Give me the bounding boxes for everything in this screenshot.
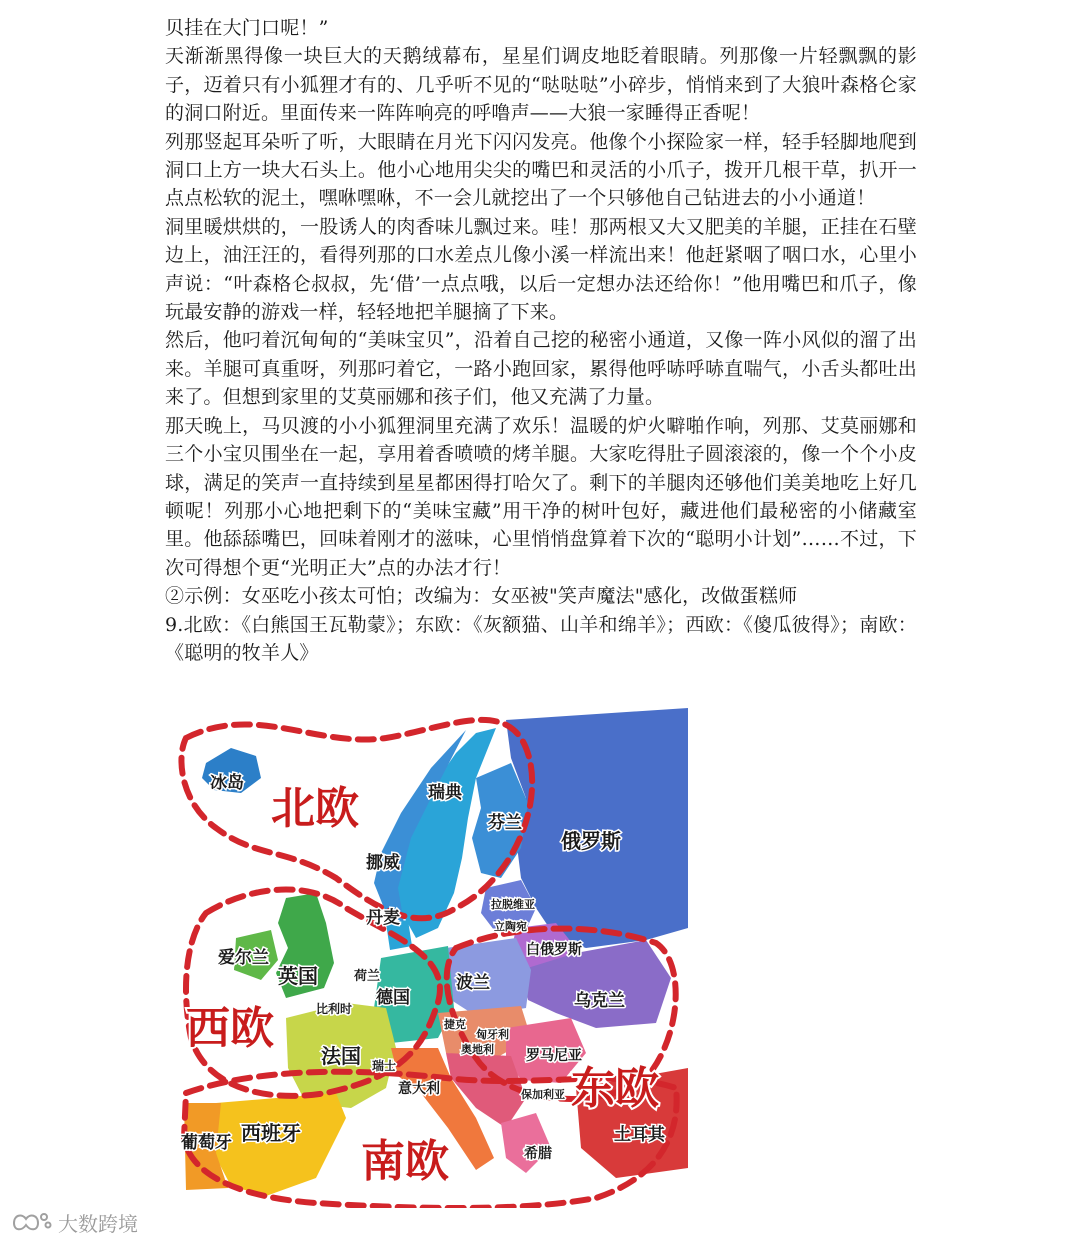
watermark	[10, 1208, 138, 1236]
watermark-text: 大数跨境	[58, 1211, 138, 1236]
paragraph-2: 天渐渐黑得像一块巨大的天鹅绒幕布，星星们调皮地眨着眼睛。列那像一片轻飘飘的影子，迈着只有小狐狸才有的、几乎听不见的“哒哒哒”小碎步，悄悄来到了大狼叶森格仑家的洞口附近。里面传来一阵阵响亮的呼噜声——大狼一家睡得正香呢！	[165, 45, 917, 125]
europe-map-svg	[176, 708, 688, 1208]
country-label-norway: 挪威	[366, 853, 400, 873]
country-label-ukraine: 乌克兰	[574, 991, 625, 1011]
country-label-poland: 波兰	[456, 973, 490, 993]
country-label-uk: 英国	[278, 964, 318, 988]
country-label-turkey: 土耳其	[614, 1125, 665, 1145]
region-label-east: 东欧	[571, 1063, 659, 1114]
country-label-germany: 德国	[376, 988, 410, 1008]
country-label-lithuania: 立陶宛	[494, 920, 527, 933]
country-label-baltic: 拉脱维亚	[491, 898, 535, 911]
paragraph-3: 列那竖起耳朵听了听，大眼睛在月光下闪闪发亮。他像个小探险家一样，轻手轻脚地爬到洞口上方一块大石头上。他小心地用尖尖的嘴巴和灵活的小爪子，拨开几根干草，扒开一点点松软的泥土，嘿咻嘿咻，不一会儿就挖出了一个只够他自己钻进去的小小通道！	[165, 130, 917, 210]
country-label-finland: 芬兰	[488, 813, 522, 833]
paragraph-5: 然后，他叼着沉甸甸的“美味宝贝”，沿着自己挖的秘密小通道，又像一阵小风似的溜了出来。羊腿可真重呀，列那叼着它，一路小跑回家，累得他呼哧呼哧直喘气，小舌头都吐出来了。但想到家里的艾莫丽娜和孩子们，他又充满了力量。	[165, 329, 917, 409]
country-label-france: 法国	[321, 1044, 361, 1068]
country-label-sweden: 瑞典	[428, 783, 462, 803]
country-label-bulgaria: 保加利亚	[521, 1088, 565, 1101]
country-label-czech: 捷克	[444, 1018, 466, 1031]
country-label-iceland: 冰岛	[210, 773, 244, 793]
country-label-ireland: 爱尔兰	[218, 948, 269, 968]
country-label-italy: 意大利	[398, 1081, 440, 1097]
region-label-south: 南欧	[361, 1136, 449, 1187]
country-label-belarus: 白俄罗斯	[526, 942, 582, 958]
document-body	[165, 14, 917, 667]
question-9-answer: 9.北欧：《白熊国王瓦勒蒙》；东欧：《灰额猫、山羊和绵羊》；西欧：《傻瓜彼得》；南欧：《聪明的牧羊人》	[165, 613, 917, 664]
country-label-portugal: 葡萄牙	[181, 1133, 232, 1153]
country-label-russia: 俄罗斯	[561, 829, 621, 853]
paragraph-6: 那天晚上，马贝渡的小小狐狸洞里充满了欢乐！温暖的炉火噼啪作响，列那、艾莫丽娜和三个小宝贝围坐在一起，享用着香喷喷的烤羊腿。大家吃得肚子圆滚滚的，像一个个小皮球，满足的笑声一直持续到星星都困得打哈欠了。剩下的羊腿肉还够他们美美地吃上好几顿呢！列那小心地把剩下的“美味宝藏”用干净的树叶包好，藏进他们最秘密的小储藏室里。他舔舔嘴巴，回味着刚才的滋味，心里悄悄盘算着下次的“聪明小计划”……不过，下次可得想个更“光明正大”点的办法才行！	[165, 414, 917, 579]
country-label-spain: 西班牙	[241, 1121, 301, 1145]
country-label-netherlands: 荷兰	[354, 969, 381, 984]
country-label-hungary: 匈牙利	[476, 1028, 509, 1041]
country-label-greece: 希腊	[524, 1146, 552, 1162]
country-label-romania: 罗马尼亚	[526, 1048, 582, 1064]
region-label-west: 西欧	[186, 1003, 274, 1054]
country-label-belgium: 比利时	[316, 1002, 353, 1016]
country-label-denmark: 丹麦	[366, 908, 400, 928]
country-label-austria: 奥地利	[461, 1043, 494, 1056]
region-label-north: 北欧	[271, 783, 359, 834]
watermark-logo-icon	[10, 1211, 52, 1233]
paragraph-1: 贝挂在大门口呢！”	[165, 17, 329, 39]
paragraph-4: 洞里暖烘烘的，一股诱人的肉香味儿飘过来。哇！那两根又大又肥美的羊腿，正挂在石壁边上，油汪汪的，看得列那的口水差点儿像小溪一样流出来！他赶紧咽了咽口水，心里小声说：“叶森格仑叔叔，先‘借’一点点哦，以后一定想办法还给你！”他用嘴巴和爪子，像玩最安静的游戏一样，轻轻地把羊腿摘了下来。	[165, 215, 917, 324]
example-answer: ②示例：女巫吃小孩太可怕；改编为：女巫被"笑声魔法"感化，改做蛋糕师	[165, 585, 798, 608]
country-label-swiss: 瑞士	[372, 1059, 397, 1073]
europe-region-map	[176, 708, 688, 1208]
